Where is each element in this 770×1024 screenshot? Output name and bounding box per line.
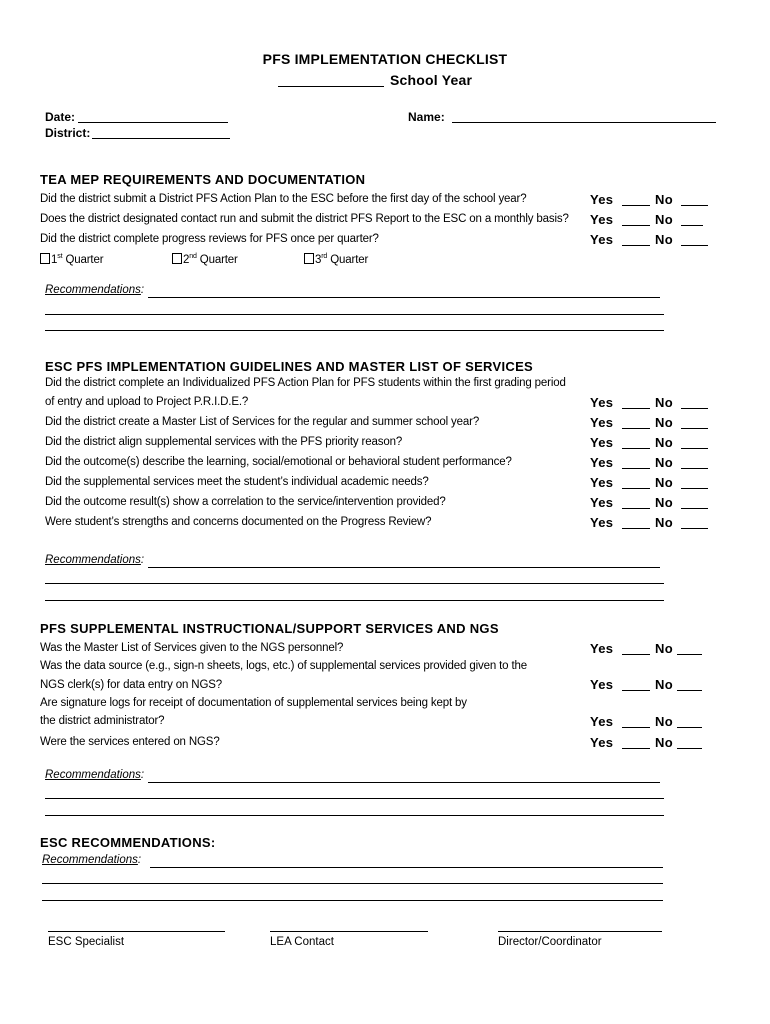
- yes-label: Yes: [590, 735, 614, 750]
- no-blank[interactable]: [681, 468, 708, 469]
- esc-question-5: Did the supplemental services meet the student’s individual academic needs?: [45, 476, 429, 488]
- recommendations-line[interactable]: [45, 798, 664, 799]
- no-blank[interactable]: [681, 448, 708, 449]
- no-label: No: [655, 475, 673, 490]
- yes-blank[interactable]: [622, 690, 650, 691]
- yes-blank[interactable]: [622, 205, 650, 206]
- esc-question-6: Did the outcome result(s) show a correlation to the service/intervention provided?: [45, 496, 446, 508]
- yes-blank[interactable]: [622, 428, 650, 429]
- no-label: No: [655, 735, 673, 750]
- checkbox-icon: [40, 253, 50, 264]
- yes-blank[interactable]: [622, 488, 650, 489]
- tea-question-1: Did the district submit a District PFS Action Plan to the ESC before the first day of the school year?: [40, 193, 527, 205]
- recommendations-line[interactable]: [45, 330, 664, 331]
- recommendations-line[interactable]: [148, 567, 660, 568]
- yes-label: Yes: [590, 212, 614, 227]
- no-blank[interactable]: [677, 690, 702, 691]
- yes-blank[interactable]: [622, 654, 650, 655]
- yes-label: Yes: [590, 677, 614, 692]
- no-label: No: [655, 232, 673, 247]
- no-label: No: [655, 415, 673, 430]
- yes-label: Yes: [590, 395, 614, 410]
- no-label: No: [655, 395, 673, 410]
- recommendations-line[interactable]: [45, 815, 664, 816]
- no-blank[interactable]: [681, 528, 708, 529]
- name-label: Name:: [408, 110, 445, 124]
- tea-section-heading: TEA MEP REQUIREMENTS AND DOCUMENTATION: [40, 172, 366, 187]
- supp-section-heading: PFS SUPPLEMENTAL INSTRUCTIONAL/SUPPORT SERVICES AND NGS: [40, 621, 499, 636]
- director-coordinator-label: Director/Coordinator: [498, 936, 602, 948]
- yes-blank[interactable]: [622, 245, 650, 246]
- no-blank[interactable]: [677, 654, 702, 655]
- no-blank[interactable]: [681, 205, 708, 206]
- yes-label: Yes: [590, 192, 614, 207]
- no-label: No: [655, 641, 673, 656]
- yes-blank[interactable]: [622, 727, 650, 728]
- yes-label: Yes: [590, 495, 614, 510]
- yes-label: Yes: [590, 515, 614, 530]
- no-label: No: [655, 435, 673, 450]
- no-label: No: [655, 714, 673, 729]
- recommendations-line[interactable]: [150, 867, 663, 868]
- yes-label: Yes: [590, 415, 614, 430]
- recommendations-line[interactable]: [45, 314, 664, 315]
- no-blank[interactable]: [677, 727, 702, 728]
- quarter-1-checkbox[interactable]: 1st Quarter: [40, 253, 103, 266]
- esc-question-4: Did the outcome(s) describe the learning, social/emotional or behavioral student performance?: [45, 456, 512, 468]
- recommendations-line[interactable]: [45, 600, 664, 601]
- yes-blank[interactable]: [622, 408, 650, 409]
- recommendations-line[interactable]: [148, 297, 660, 298]
- no-label: No: [655, 455, 673, 470]
- no-label: No: [655, 495, 673, 510]
- checkbox-icon: [304, 253, 314, 264]
- no-blank[interactable]: [681, 488, 708, 489]
- esc-section-heading: ESC PFS IMPLEMENTATION GUIDELINES AND MASTER LIST OF SERVICES: [45, 359, 534, 374]
- yes-label: Yes: [590, 232, 614, 247]
- recommendations-line[interactable]: [45, 583, 664, 584]
- district-label: District:: [45, 126, 91, 140]
- yes-blank[interactable]: [622, 225, 650, 226]
- no-label: No: [655, 515, 673, 530]
- name-field[interactable]: [452, 122, 716, 123]
- tea-question-2: Does the district designated contact run and submit the district PFS Report to the ESC on a monthly basis?: [40, 213, 569, 225]
- lea-contact-label: LEA Contact: [270, 936, 334, 948]
- recommendations-label: Recommendations:: [42, 854, 142, 866]
- no-label: No: [655, 677, 673, 692]
- tea-question-3: Did the district complete progress reviews for PFS once per quarter?: [40, 233, 379, 245]
- recommendations-line[interactable]: [42, 900, 663, 901]
- yes-label: Yes: [590, 641, 614, 656]
- no-label: No: [655, 192, 673, 207]
- supp-question-3a: Are signature logs for receipt of documentation of supplemental services being kept by: [40, 697, 467, 709]
- no-blank[interactable]: [681, 408, 708, 409]
- yes-blank[interactable]: [622, 508, 650, 509]
- date-label: Date:: [45, 110, 76, 124]
- no-blank[interactable]: [681, 245, 708, 246]
- recommendations-line[interactable]: [42, 883, 663, 884]
- page-title: PFS IMPLEMENTATION CHECKLIST: [262, 51, 508, 67]
- yes-blank[interactable]: [622, 468, 650, 469]
- yes-blank[interactable]: [622, 748, 650, 749]
- yes-label: Yes: [590, 435, 614, 450]
- checkbox-icon: [172, 253, 182, 264]
- yes-label: Yes: [590, 475, 614, 490]
- esc-question-3: Did the district align supplemental services with the PFS priority reason?: [45, 436, 403, 448]
- date-field[interactable]: [78, 122, 228, 123]
- yes-blank[interactable]: [622, 528, 650, 529]
- yes-blank[interactable]: [622, 448, 650, 449]
- esc-question-1a: Did the district complete an Individualized PFS Action Plan for PFS students within the first grading period: [45, 377, 566, 389]
- no-blank[interactable]: [681, 508, 708, 509]
- quarter-2-checkbox[interactable]: 2nd Quarter: [172, 253, 238, 266]
- esc-question-2: Did the district create a Master List of Services for the regular and summer school year?: [45, 416, 480, 428]
- school-year-blank[interactable]: [278, 86, 384, 87]
- supp-question-2a: Was the data source (e.g., sign-n sheets, logs, etc.) of supplemental services provided given to the: [40, 660, 528, 672]
- esc-question-7: Were student’s strengths and concerns documented on the Progress Review?: [45, 516, 432, 528]
- esc-specialist-signature-line[interactable]: [48, 931, 225, 932]
- recommendations-line[interactable]: [148, 782, 660, 783]
- esc-question-1b: of entry and upload to Project P.R.I.D.E.?: [45, 396, 249, 408]
- no-blank[interactable]: [677, 748, 702, 749]
- supp-question-4: Were the services entered on NGS?: [40, 736, 220, 748]
- quarter-3-checkbox[interactable]: 3rd Quarter: [304, 253, 368, 266]
- recommendations-label: Recommendations:: [45, 769, 145, 781]
- recommendations-label: Recommendations:: [45, 284, 145, 296]
- director-signature-line[interactable]: [498, 931, 662, 932]
- esc-recommendations-heading: ESC RECOMMENDATIONS:: [40, 835, 216, 850]
- supp-question-3b: the district administrator?: [40, 715, 165, 727]
- district-field[interactable]: [92, 138, 230, 139]
- esc-specialist-label: ESC Specialist: [48, 936, 125, 948]
- no-blank[interactable]: [681, 428, 708, 429]
- recommendations-label: Recommendations:: [45, 554, 145, 566]
- supp-question-2b: NGS clerk(s) for data entry on NGS?: [40, 679, 223, 691]
- school-year-label: School Year: [390, 72, 473, 88]
- no-label: No: [655, 212, 673, 227]
- yes-label: Yes: [590, 455, 614, 470]
- lea-contact-signature-line[interactable]: [270, 931, 428, 932]
- no-blank[interactable]: [681, 225, 703, 226]
- supp-question-1: Was the Master List of Services given to the NGS personnel?: [40, 642, 344, 654]
- yes-label: Yes: [590, 714, 614, 729]
